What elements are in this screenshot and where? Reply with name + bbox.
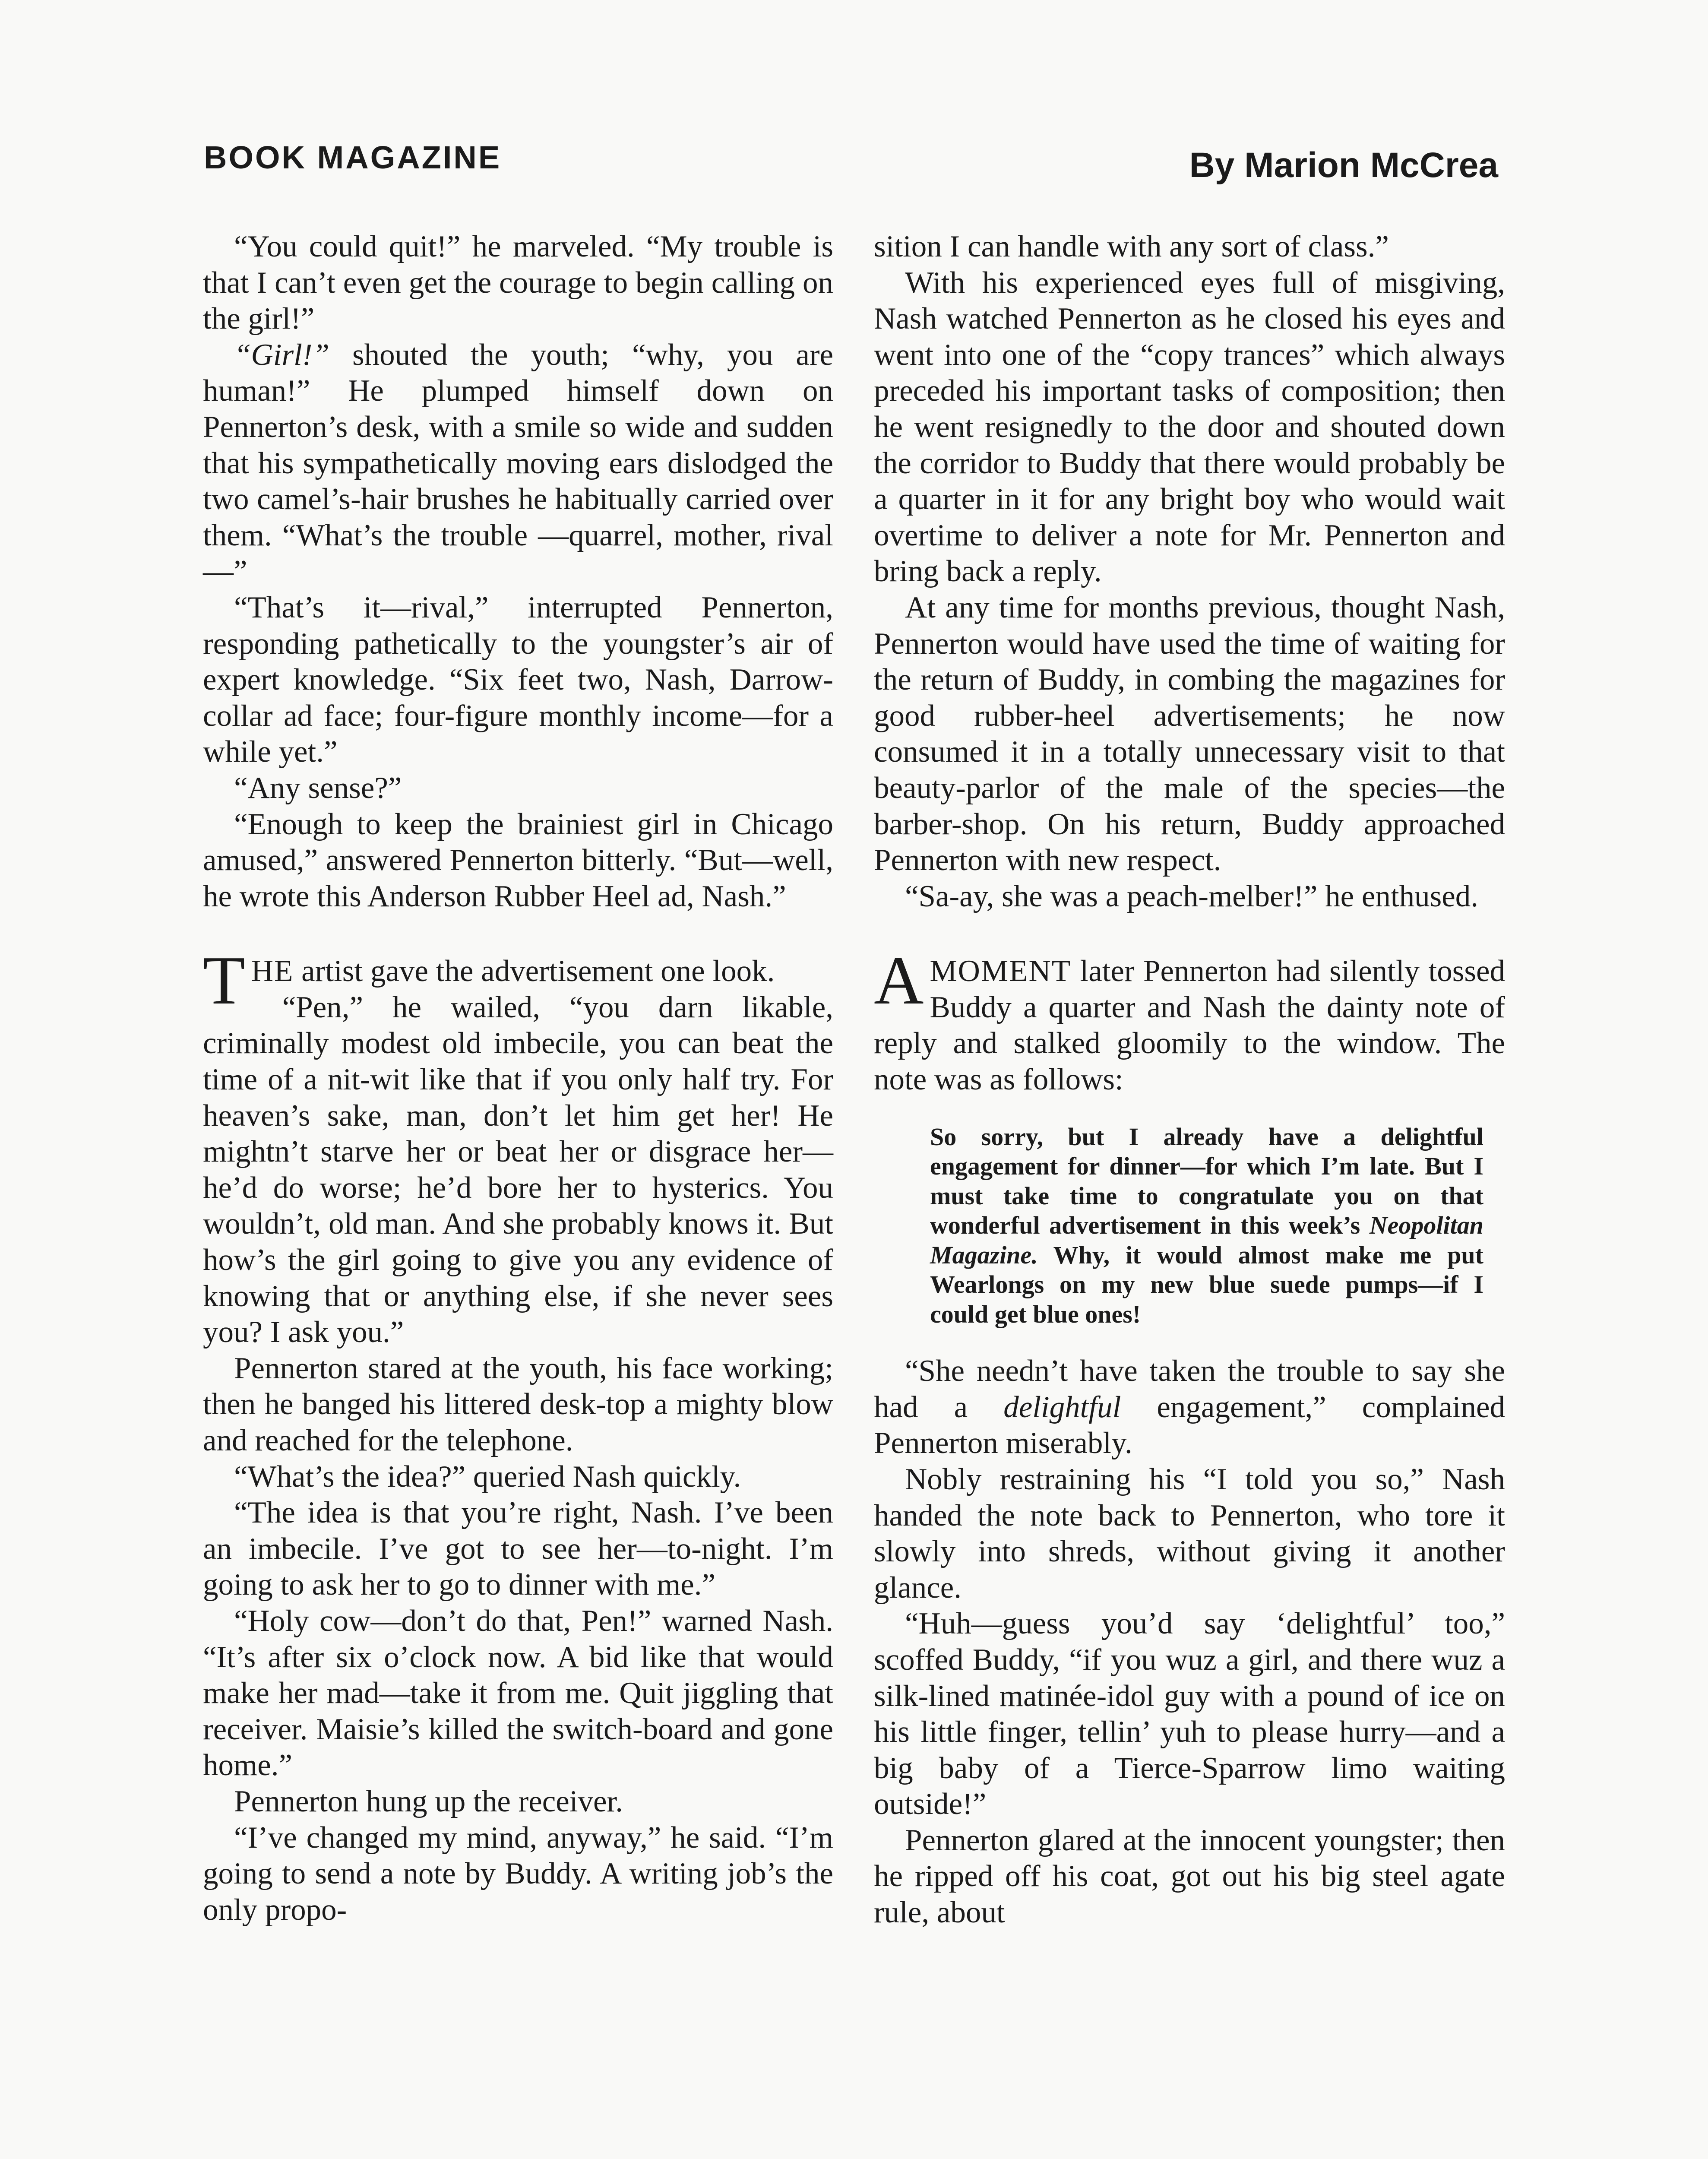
paragraph-text: engagement,” complained Pennerton miserably. [874,1390,1505,1460]
paragraph: Pennerton hung up the receiver. [234,1784,623,1818]
note-text: So sorry, but I already have a delightful engagement for dinner—for which I’m late. But I must take time to congratulate you on that wonderful advertisement in this week’s [930,1122,1483,1240]
emphasis: delightful [1003,1390,1121,1424]
section-opening-paragraph [874,942,1505,1098]
paragraph-text: artist gave the advertisement one look. [294,954,775,988]
paragraph: sition I can handle with any sort of class.” [874,230,1389,263]
paragraph: Pennerton stared at the youth, his face working; then he banged his littered desk-top a mighty blow and reached for the telephone. [203,1351,833,1457]
author-byline: By Marion McCrea [1189,146,1498,185]
paragraph: “Holy cow—don’t do that, Pen!” warned Nash. “It’s after six o’clock now. A bid like that would make her mad—take it from me. Quit jiggling that receiver. Maisie’s killed the switch-board and gone home.” [203,1604,833,1782]
note-text: Why, it would almost make me put Wearlongs on my new blue suede pumps—if I could get blue ones! [930,1241,1483,1328]
paragraph: “Sa-ay, she was a peach-melber!” he enthused. [905,879,1478,913]
paragraph: Nobly restraining his “I told you so,” Nash handed the note back to Pennerton, who tore it slowly into shreds, without giving it another glance. [874,1462,1505,1605]
paragraph: “The idea is that you’re right, Nash. I’ve been an imbecile. I’ve got to see her—to-night. I’m going to ask her to go to dinner with me.” [203,1496,833,1602]
paragraph: “Enough to keep the brainiest girl in Chicago amused,” answered Pennerton bitterly. “But—well, he wrote this Anderson Rubber Heel ad, Nash.” [203,807,833,913]
paragraph-text: “She needn’t have taken the trouble to say she had a [874,1354,1505,1424]
paragraph: “Huh—guess you’d say ‘delightful’ too,” scoffed Buddy, “if you wuz a girl, and there wuz a silk-lined matinée-idol guy with a pound of ice on his little finger, tellin’ yuh to please hurry—and a big baby of a Tierce-Sparrow limo waiting outside!” [874,1607,1505,1821]
emphasis: “Girl!” [234,338,329,372]
paragraph: At any time for months previous, thought Nash, Pennerton would have used the time of waiting for the return of Buddy, in combing the magazines for good rubber-heel advertisements; he now consumed it in a totally unnecessary visit to that beauty-parlor of the male of the species—the barber-shop. On his return, Buddy approached Pennerton with new respect. [874,590,1505,877]
paragraph [203,337,833,590]
small-caps-lead: HE [251,954,294,988]
paragraph: Pennerton glared at the innocent youngster; then he ripped off his coat, got out his big steel agate rule, about [874,1823,1505,1930]
paragraph: “I’ve changed my mind, anyway,” he said. “I’m going to send a note by Buddy. A writing job’s the only propo- [203,1820,833,1927]
magazine-name: Neopolitan Magazine. [930,1211,1483,1269]
paragraph: With his experienced eyes full of misgiving, Nash watched Pennerton as he closed his eyes and went into one of the “copy trances” which always preceded his important tasks of composition; then he went resignedly to the door and shouted down the corridor to Buddy that there would probably be a quarter in it for any bright boy who would wait overtime to deliver a note for Mr. Pennerton and bring back a reply. [874,266,1505,589]
quoted-note [930,1122,1483,1330]
paragraph: “Any sense?” [234,771,402,805]
drop-cap: A [874,942,924,1019]
paragraph: “You could quit!” he marveled. “My trouble is that I can’t even get the courage to begin calling on the girl!” [203,230,833,336]
paragraph: “Pen,” he wailed, “you darn likable, criminally modest old imbecile, you can beat the time of a nit-wit like that if you only half try. For heaven’s sake, man, don’t let him get her! He mightn’t starve her or beat her or disgrace her—he’d do worse; he’d bore her to hysterics. You wouldn’t, old man. And she probably knows it. But how’s the girl going to give you any evidence of knowing that or anything else, if she never sees you? I ask you.” [203,990,833,1349]
right-column [874,229,1505,1931]
paragraph: “What’s the idea?” queried Nash quickly. [234,1459,741,1494]
paragraph-text: later Pennerton had silently tossed Buddy a quarter and Nash the dainty note of reply and stalked gloomily to the window. The note was as follows: [874,954,1505,1097]
section-opening-paragraph [203,942,833,1019]
drop-cap: T [203,942,245,1019]
left-column [203,229,833,1928]
magazine-title: BOOK MAGAZINE [204,139,502,175]
paragraph [874,1353,1505,1462]
paragraph: “That’s it—rival,” interrupted Pennerton, responding pathetically to the youngster’s air of expert knowledge. “Six feet two, Nash, Darrow-collar ad face; four-figure monthly income—for a while yet.” [203,590,833,769]
paragraph-text: shouted the youth; “why, you are human!” He plumped himself down on Pennerton’s desk, with a smile so wide and sudden that his sympathetically moving ears dislodged the two camel’s-hair brushes he habitually carried over them. “What’s the trouble —quarrel, mother, rival—” [203,338,833,589]
small-caps-lead: MOMENT [930,954,1072,988]
